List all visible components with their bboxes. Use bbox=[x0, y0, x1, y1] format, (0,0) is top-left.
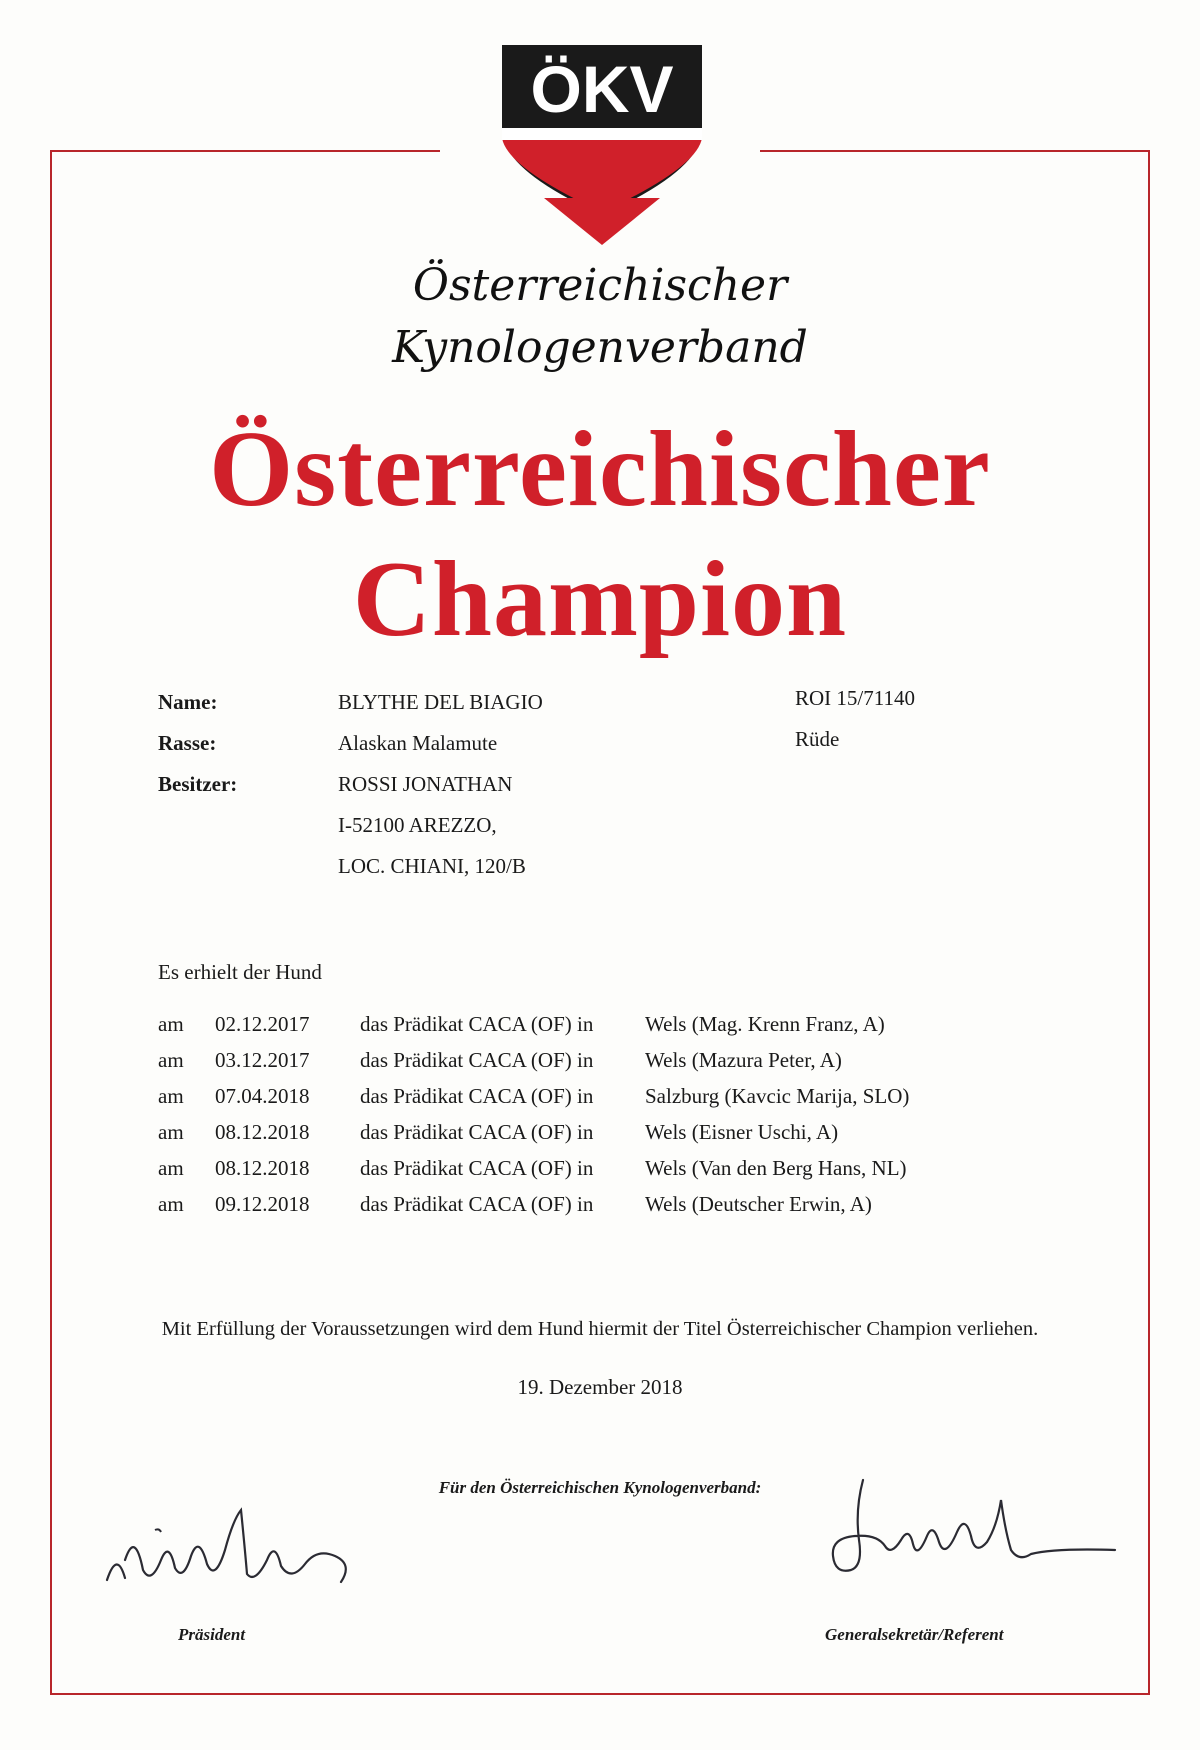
result-place: Salzburg (Kavcic Marija, SLO) bbox=[645, 1084, 910, 1108]
result-predicate: das Prädikat CACA (OF) in bbox=[360, 1084, 594, 1108]
secretary-signature bbox=[815, 1470, 1125, 1590]
result-date: 09.12.2018 bbox=[215, 1192, 310, 1216]
president-label: Präsident bbox=[178, 1625, 246, 1644]
result-am: am bbox=[158, 1012, 184, 1036]
result-predicate: das Prädikat CACA (OF) in bbox=[360, 1192, 594, 1216]
result-row bbox=[0, 1048, 1200, 1080]
result-date: 07.04.2018 bbox=[215, 1084, 310, 1108]
result-row bbox=[0, 1120, 1200, 1152]
registration-number: ROI 15/71140 bbox=[795, 686, 915, 710]
organization-name bbox=[0, 255, 1200, 379]
result-place: Wels (Eisner Uschi, A) bbox=[645, 1120, 839, 1144]
result-row bbox=[0, 1156, 1200, 1188]
president-signature bbox=[95, 1490, 365, 1600]
organization-line-2: Kynologenverband bbox=[392, 322, 808, 373]
result-place: Wels (Van den Berg Hans, NL) bbox=[645, 1156, 907, 1180]
result-row bbox=[0, 1012, 1200, 1044]
dog-breed: Alaskan Malamute bbox=[338, 731, 498, 755]
result-predicate: das Prädikat CACA (OF) in bbox=[360, 1156, 594, 1180]
logo-text: ÖKV bbox=[530, 52, 674, 126]
dog-name: BLYTHE DEL BIAGIO bbox=[338, 690, 543, 714]
result-place: Wels (Mazura Peter, A) bbox=[645, 1048, 842, 1072]
result-place: Wels (Deutscher Erwin, A) bbox=[645, 1192, 872, 1216]
result-predicate: das Prädikat CACA (OF) in bbox=[360, 1048, 594, 1072]
result-predicate: das Prädikat CACA (OF) in bbox=[360, 1120, 594, 1144]
conclusion-text: Mit Erfüllung der Voraussetzungen wird dem Hund hiermit der Titel Österreichischer Champion verliehen. bbox=[161, 1318, 1039, 1340]
result-date: 02.12.2017 bbox=[215, 1012, 310, 1036]
owner-name: ROSSI JONATHAN bbox=[338, 772, 513, 796]
okv-logo bbox=[492, 40, 712, 250]
result-am: am bbox=[158, 1156, 184, 1180]
result-date: 08.12.2018 bbox=[215, 1120, 310, 1144]
dog-sex: Rüde bbox=[795, 727, 840, 751]
result-row bbox=[0, 1084, 1200, 1116]
result-am: am bbox=[158, 1120, 184, 1144]
result-date: 03.12.2017 bbox=[215, 1048, 310, 1072]
name-label: Name: bbox=[158, 690, 218, 714]
result-predicate: das Prädikat CACA (OF) in bbox=[360, 1012, 594, 1036]
results-intro: Es erhielt der Hund bbox=[158, 960, 322, 984]
owner-city: I-52100 AREZZO, bbox=[338, 813, 497, 837]
owner-street: LOC. CHIANI, 120/B bbox=[338, 854, 526, 878]
organization-line-1: Österreichischer bbox=[412, 260, 788, 311]
secretary-label: Generalsekretär/Referent bbox=[825, 1625, 1004, 1644]
result-am: am bbox=[158, 1048, 184, 1072]
title-line-2: Champion bbox=[352, 540, 848, 659]
breed-label: Rasse: bbox=[158, 731, 217, 755]
certificate-frame bbox=[50, 150, 1150, 1695]
result-row bbox=[0, 1192, 1200, 1224]
owner-label: Besitzer: bbox=[158, 772, 238, 796]
for-organization-line: Für den Österreichischen Kynologenverband: bbox=[438, 1478, 762, 1497]
result-am: am bbox=[158, 1084, 184, 1108]
title-line-1: Österreichischer bbox=[209, 410, 991, 529]
issue-date: 19. Dezember 2018 bbox=[517, 1375, 683, 1399]
result-place: Wels (Mag. Krenn Franz, A) bbox=[645, 1012, 885, 1036]
result-date: 08.12.2018 bbox=[215, 1156, 310, 1180]
certificate-title bbox=[0, 405, 1200, 665]
result-am: am bbox=[158, 1192, 184, 1216]
